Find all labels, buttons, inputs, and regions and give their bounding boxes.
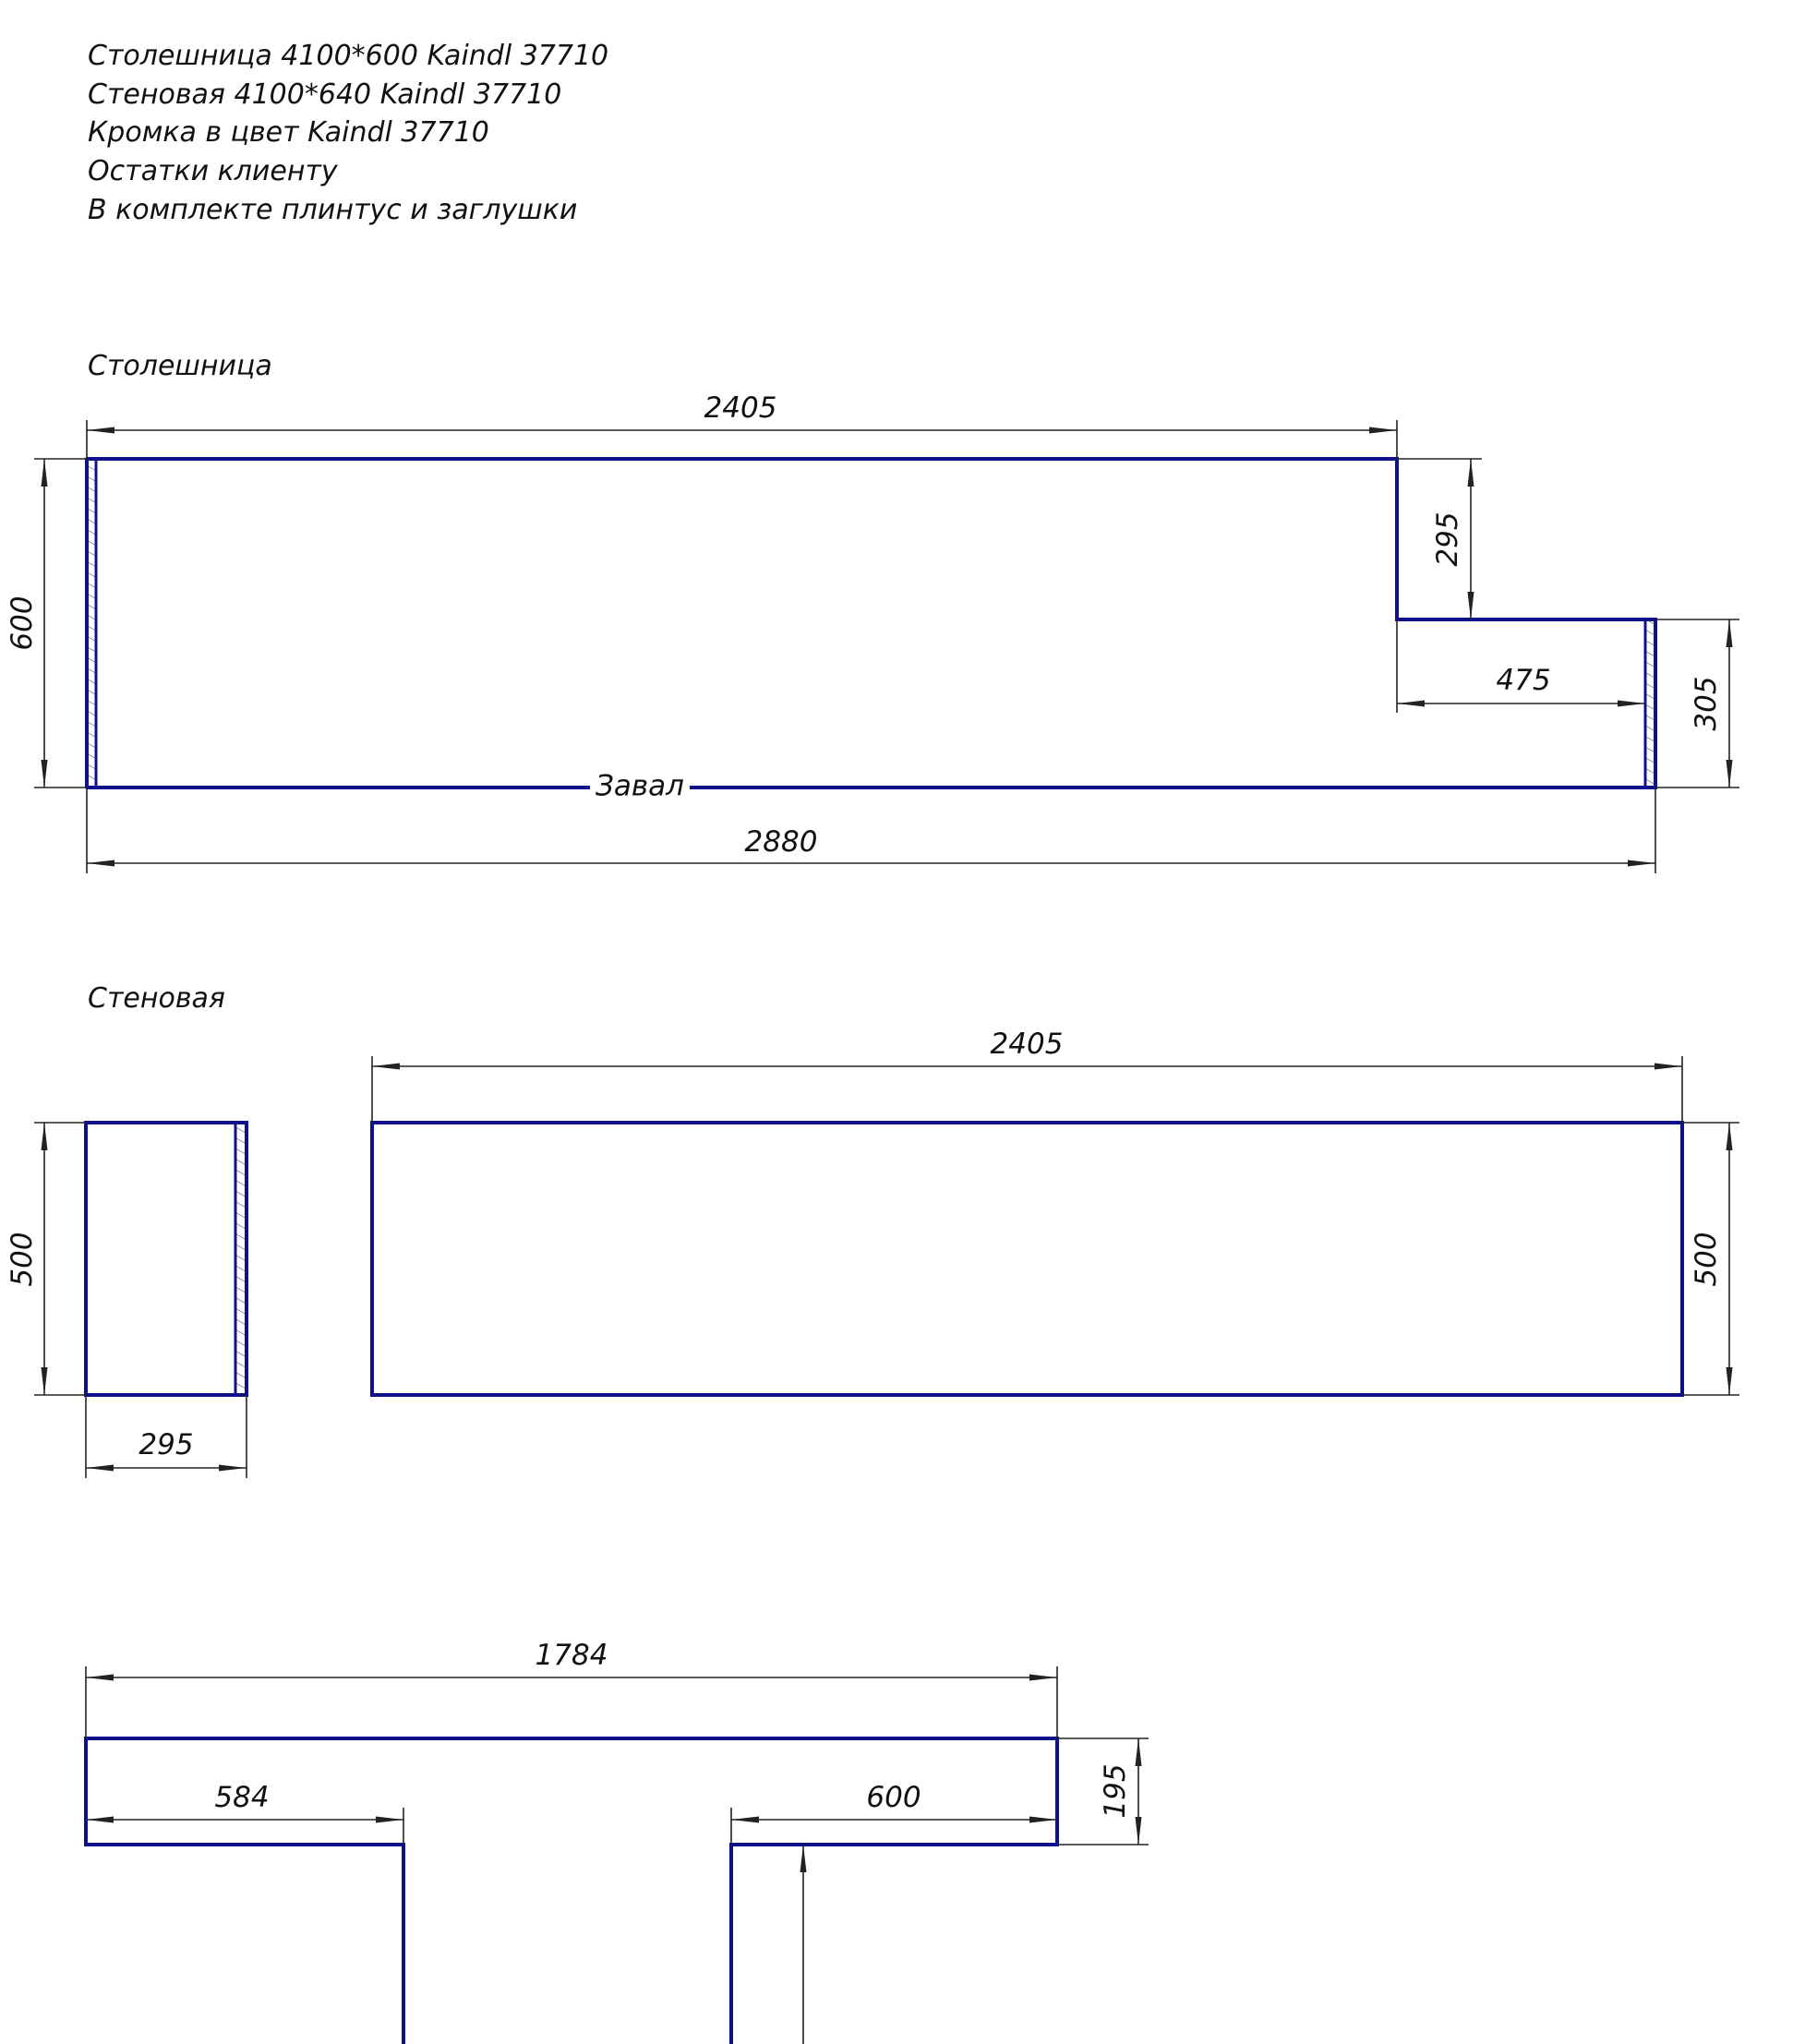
countertop-outline [87,459,1655,788]
wall-panel-large-piece [372,1123,1682,1395]
note-line-5: В комплекте плинтус и заглушки [88,194,578,226]
wall-panel-small-edge-band [235,1123,247,1395]
dim-large-length [372,1028,1682,1123]
note-line-1: Столешница 4100*600 Kaindl 37710 [88,40,609,72]
third-piece-section [86,1639,1149,2044]
dim-large-height [1682,1123,1739,1395]
dim-third-right-inner [731,1781,1057,1845]
dim-small-width-label: 295 [138,1428,194,1461]
dim-third-left-inner [86,1781,403,1845]
wall-panel-small-piece [86,1123,247,1395]
dim-step-height [1397,459,1482,619]
dim-step-height-label: 295 [1431,511,1464,567]
wall-panel-title: Стеновая [88,982,225,1015]
dim-small-height-label: 500 [6,1232,39,1287]
dim-third-total-length-label: 1784 [535,1639,608,1672]
dim-total-length-label: 2880 [744,825,818,859]
dim-small-width [86,1395,247,1478]
dim-third-band-height [1057,1738,1149,1845]
dim-end-depth [1655,619,1739,788]
note-line-2: Стеновая 4100*640 Kaindl 37710 [88,78,562,111]
dim-third-total-length [86,1639,1057,1738]
dim-depth [6,459,87,788]
notes-block [88,40,608,226]
dim-end-depth-label: 305 [1690,676,1723,731]
dim-third-left-inner-label: 584 [214,1781,270,1814]
countertop-edge-band-left [87,459,96,788]
dim-depth-label: 600 [6,595,39,651]
dim-step-length [1397,619,1645,713]
countertop-front-edge-label: Завал [596,769,684,803]
dim-large-length-label: 2405 [990,1028,1064,1061]
dim-top-length [87,391,1397,459]
dim-total-length [87,788,1655,873]
countertop-title: Столешница [88,350,272,382]
dim-small-height [6,1123,86,1395]
wall-panel-section [6,982,1739,1478]
dim-top-length-label: 2405 [704,391,777,425]
countertop-section [6,350,1739,873]
note-line-4: Остатки клиенту [88,155,338,187]
note-line-3: Кромка в цвет Kaindl 37710 [88,116,489,149]
countertop-edge-band-right [1645,619,1655,788]
dim-third-right-inner-label: 600 [866,1781,921,1814]
dim-large-height-label: 500 [1690,1232,1723,1287]
dim-step-length-label: 475 [1496,664,1551,697]
dim-third-band-height-label: 195 [1099,1763,1132,1819]
